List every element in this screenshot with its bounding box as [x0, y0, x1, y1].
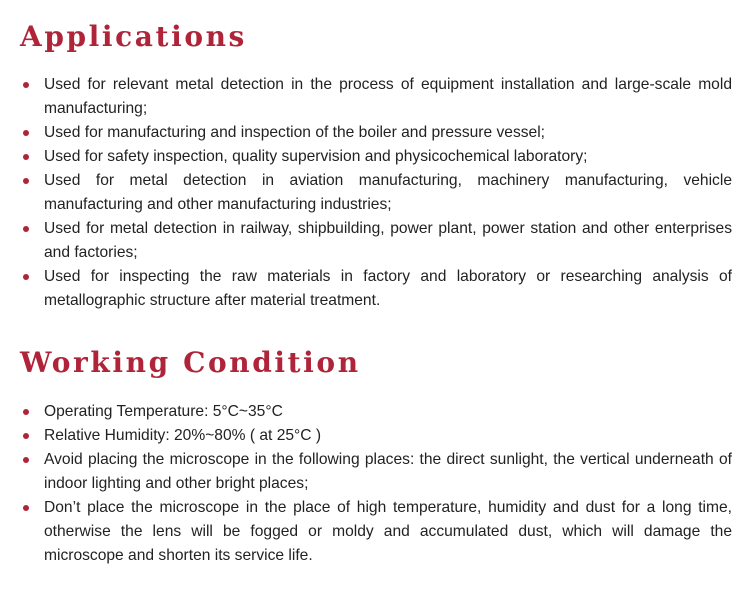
list-item	[22, 265, 732, 313]
list-item-text: Used for metal detection in aviation manufacturing, machinery manufacturing, vehicle manufacturing and other manufacturing industries;	[44, 172, 732, 213]
list-item-text: Used for inspecting the raw materials in factory and laboratory or researching analysis of metallographic structure after material treatment.	[44, 268, 732, 309]
list-item	[22, 424, 732, 448]
bullet-icon	[23, 178, 29, 184]
list-item	[22, 217, 732, 265]
list-item-text: Used for relevant metal detection in the process of equipment installation and large-scale mold manufacturing;	[44, 76, 732, 117]
list-item-text: Relative Humidity: 20%~80% ( at 25°C )	[44, 427, 322, 444]
list-item-text: Avoid placing the microscope in the following places: the direct sunlight, the vertical underneath of indoor lighting and other bright places;	[44, 451, 732, 492]
list-item	[22, 73, 732, 121]
list-item	[22, 145, 732, 169]
list-item	[22, 121, 732, 145]
bullet-icon	[23, 226, 29, 232]
bullet-icon	[23, 433, 29, 439]
applications-list	[22, 73, 732, 313]
bullet-icon	[23, 409, 29, 415]
list-item-text: Operating Temperature: 5°C~35°C	[44, 403, 283, 420]
working-condition-list	[22, 400, 732, 568]
bullet-icon	[23, 154, 29, 160]
list-item-text: Used for manufacturing and inspection of the boiler and pressure vessel;	[44, 124, 546, 141]
bullet-icon	[23, 457, 29, 463]
bullet-icon	[23, 505, 29, 511]
list-item-text: Don’t place the microscope in the place of high temperature, humidity and dust for a long time, otherwise the lens will be fogged or moldy and accumulated dust, which will damage the microscope and shorten its service life.	[44, 499, 732, 564]
list-item-text: Used for metal detection in railway, shipbuilding, power plant, power station and other enterprises and factories;	[44, 220, 732, 261]
list-item	[22, 169, 732, 217]
list-item	[22, 496, 732, 568]
bullet-icon	[23, 130, 29, 136]
bullet-icon	[23, 82, 29, 88]
bullet-icon	[23, 274, 29, 280]
working-condition-heading: Working Condition	[20, 346, 361, 379]
list-item	[22, 400, 732, 424]
list-item-text: Used for safety inspection, quality supervision and physicochemical laboratory;	[44, 148, 588, 165]
applications-heading: Applications	[20, 20, 247, 53]
list-item	[22, 448, 732, 496]
